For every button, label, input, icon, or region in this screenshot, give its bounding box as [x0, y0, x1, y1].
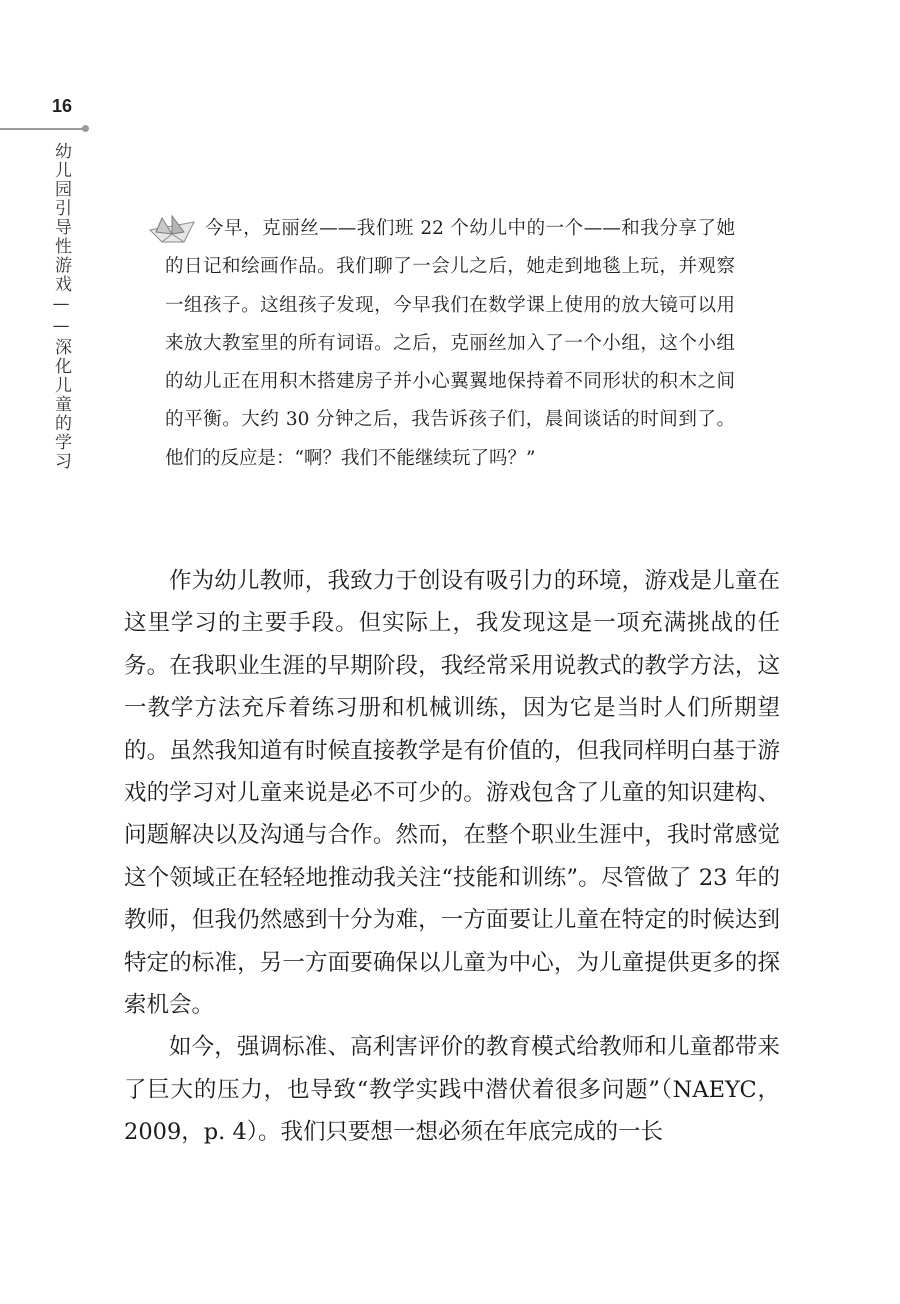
header-rule-dot: [82, 125, 89, 132]
header-rule: [0, 128, 86, 130]
body-paragraph-1: 作为幼儿教师，我致力于创设有吸引力的环境，游戏是儿童在这里学习的主要手段。但实际上，我发现这是一项充满挑战的任务。在我职业生涯的早期阶段，我经常采用说教式的教学方法，这一教学方法充斥着练习册和机械训练，因为它是当时人们所期望的。虽然我知道有时候直接教学是有价值的，但我同样明白基于游戏的学习对儿童来说是必不可少的。游戏包含了儿童的知识建构、问题解决以及沟通与合作。然而，在整个职业生涯中，我时常感觉这个领域正在轻轻地推动我关注“技能和训练”。尽管做了 23 年的教师，但我仍然感到十分为难，一方面要让儿童在特定的时候达到特定的标准，另一方面要确保以儿童为中心，为儿童提供更多的探索机会。: [124, 568, 780, 1019]
page-number: 16: [52, 96, 73, 116]
running-title: 幼儿园引导性游戏——深化儿童的学习: [51, 142, 71, 471]
body-paragraph-2: 如今，强调标准、高利害评价的教育模式给教师和儿童都带来了巨大的压力，也导致“教学实践中潜伏着很多问题”（NAEYC，2009，p. 4）。我们只要想一想必须在年底完成的一长: [124, 1034, 780, 1146]
body-text: [124, 560, 780, 1154]
vignette-box: [165, 210, 735, 478]
vignette-text: 今早，克丽丝——我们班 22 个幼儿中的一个——和我分享了她的日记和绘画作品。我们聊了一会儿之后，她走到地毯上玩，并观察一组孩子。这组孩子发现，今早我们在数学课上使用的放大镜可以用来放大教室里的所有词语。之后，克丽丝加入了一个小组，这个小组的幼儿正在用积木搭建房子并小心翼翼地保持着不同形状的积木之间的平衡。大约 30 分钟之后，我告诉孩子们，晨间谈话的时间到了。他们的反应是：“啊？我们不能继续玩了吗？”: [165, 218, 735, 469]
